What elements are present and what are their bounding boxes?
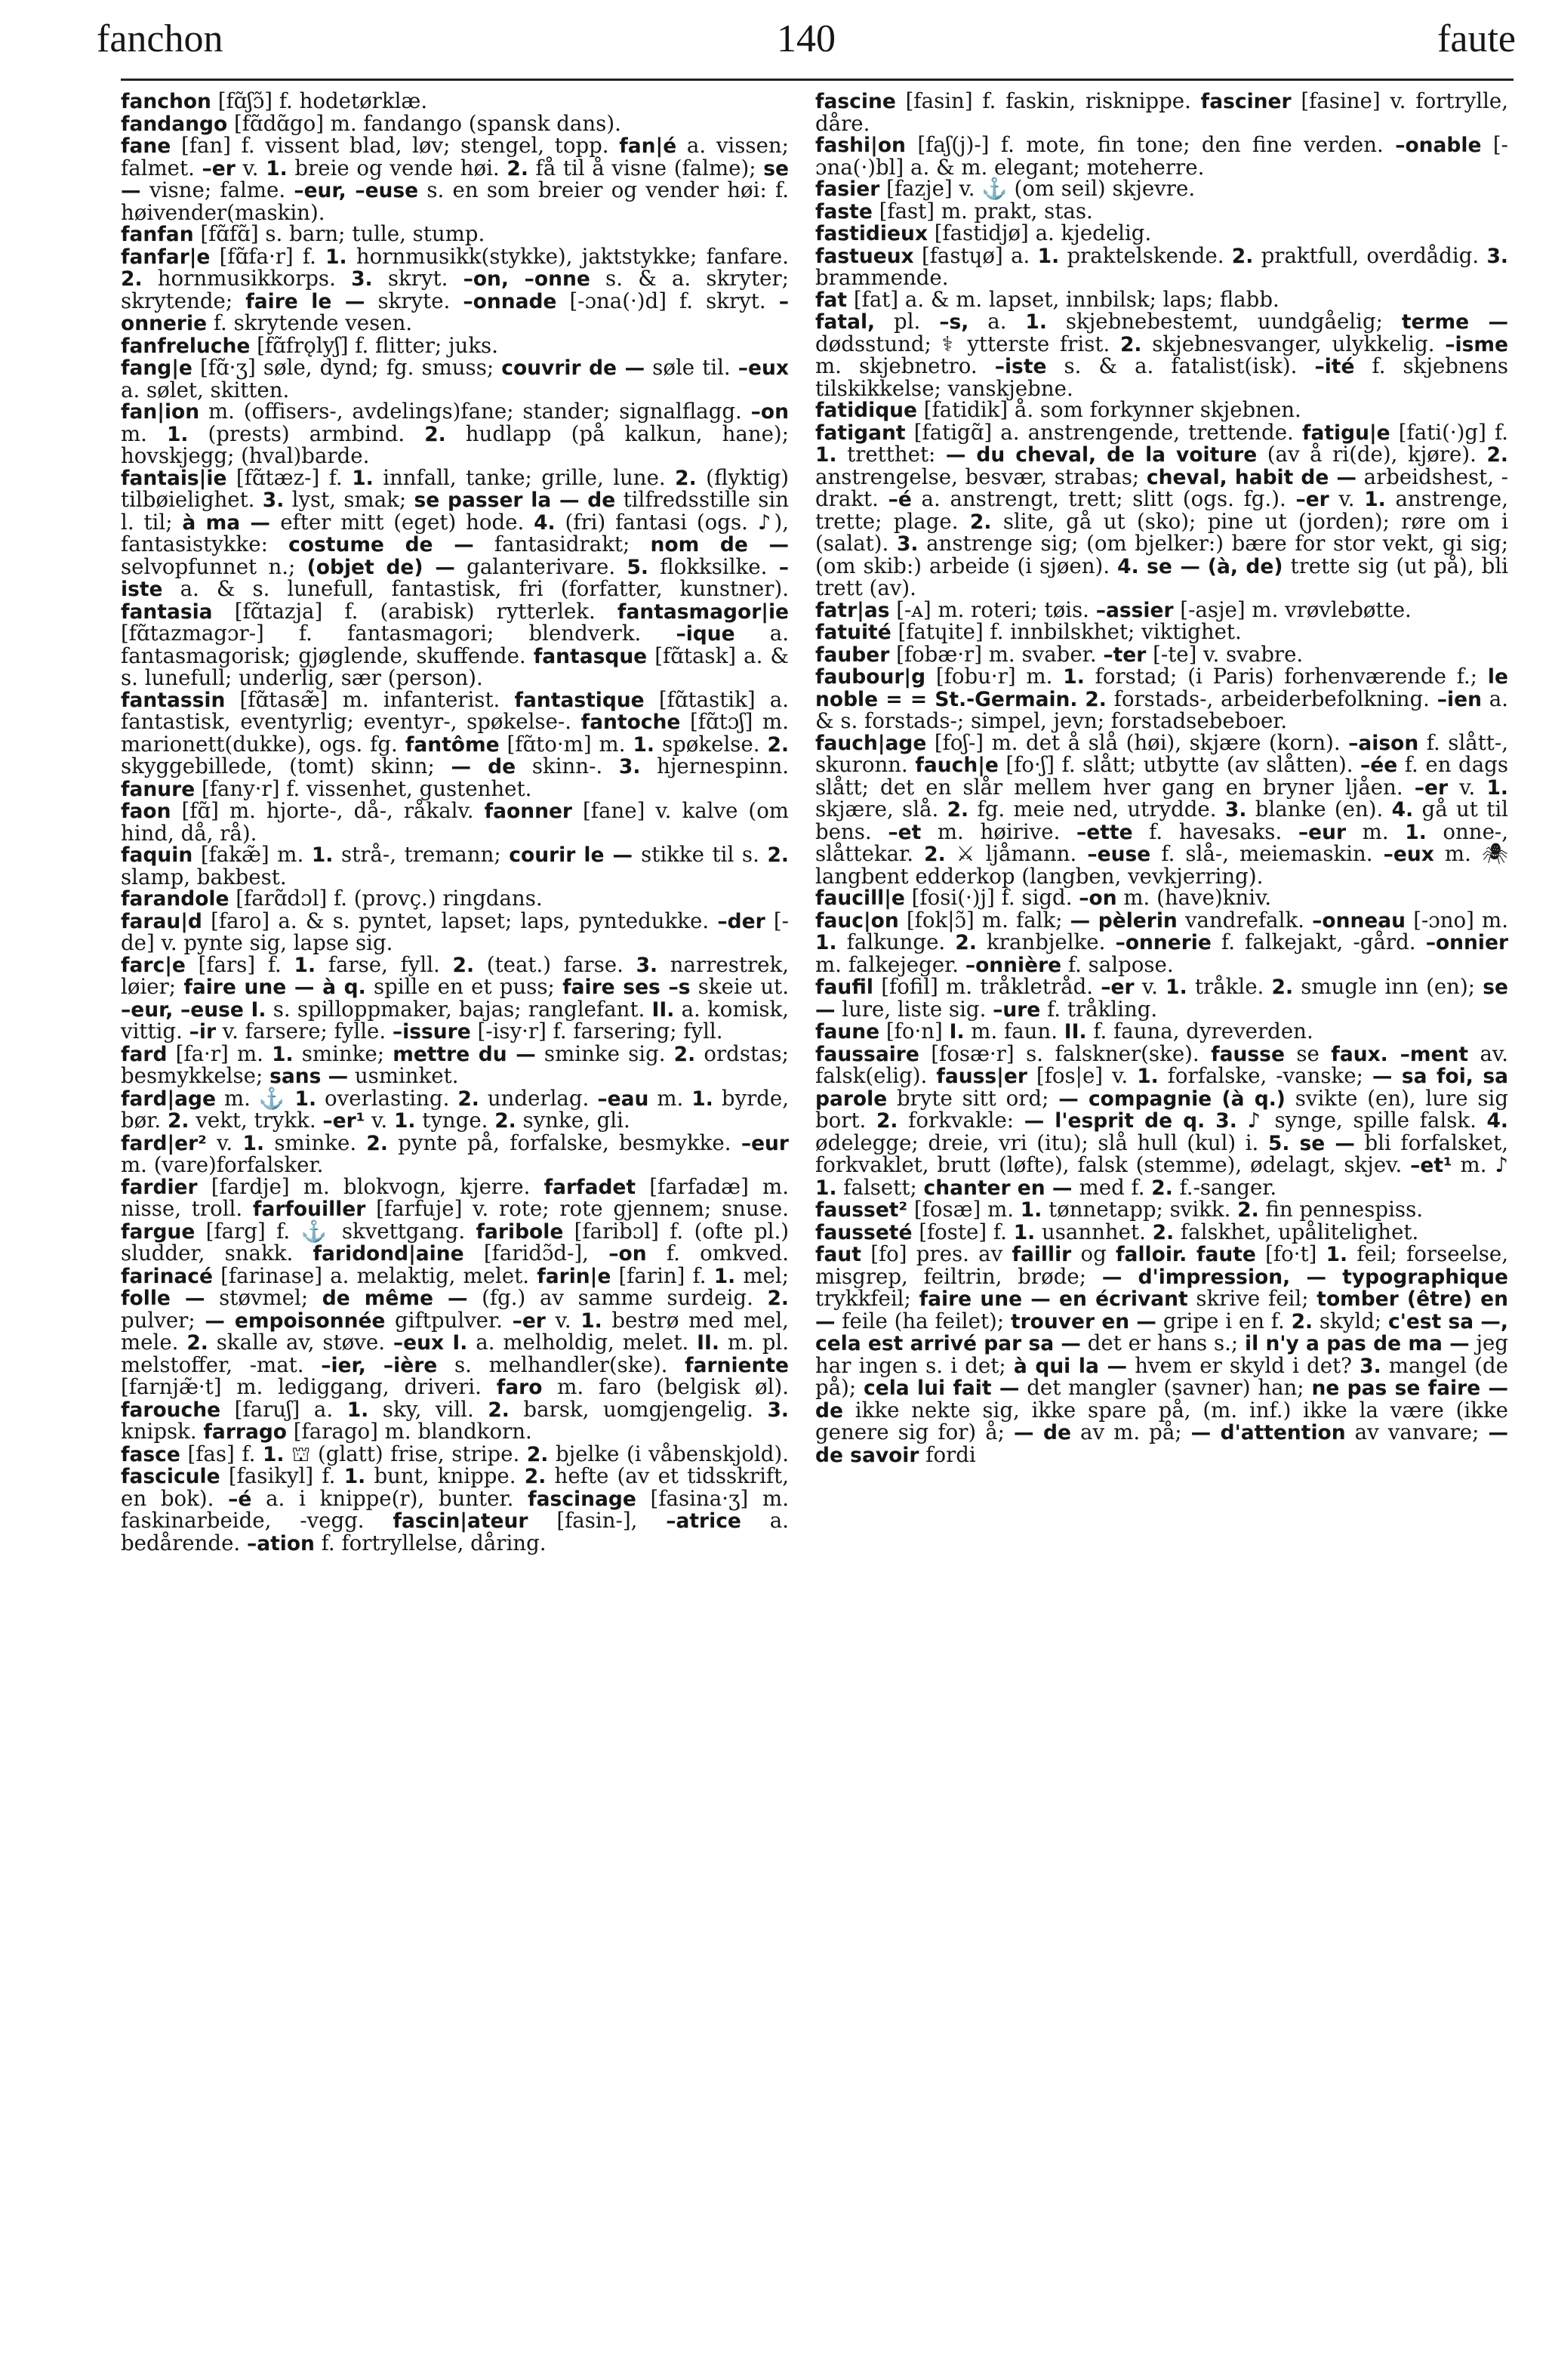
dictionary-entry: fan|ion m. (offisers-, avdelings)fane; stander; signalflagg. –on m. 1. (prests) armbind. 2. hudlapp (på kalkun, hane); hovskjegg; (hval)barde. [121, 399, 789, 468]
right-guide-word: faute [1437, 17, 1516, 60]
dictionary-entry: fardier [fardje] m. blokvogn, kjerre. farfadet [farfadæ] m. nisse, troll. farfouiller [farfuje] v. rote; rote gjennem; snuse. fargue [farg] f. ⚓ skvettgang. faribole [faribɔl] f. (ofte pl.) sludder, snakk. faridond|aine [faridɔ̃d-], –on f. omkved. farinacé [farinase] a. melaktig, melet. farin|e [farin] f. 1. mel; folle — støvmel; de même — (fg.) av samme surdeig. 2. pulver; — empoisonnée giftpulver. –er v. 1. bestrø med mel, mele. 2. skalle av, støve. –eux I. a. melholdig, melet. II. m. pl. melstoffer, -mat. –ier, –ière s. melhandler(ske). farniente [farnjæ̃·t] m. lediggang, driveri. faro m. faro (belgisk øl). farouche [faruʃ] a. 1. sky, vill. 2. barsk, uomgjengelig. 3. knipsk. farrago [farago] m. blandkorn. [121, 1173, 790, 1444]
dictionary-entry: faune [fo·n] I. m. faun. II. f. fauna, dyreverden. [815, 1019, 1313, 1044]
dictionary-entry: fard|er² v. 1. sminke. 2. pynte på, forfalske, besmykke. –eur m. (vare)forfalsker. [121, 1130, 789, 1177]
dictionary-entry: faufil [fofil] m. tråkletråd. –er v. 1. tråkle. 2. smugle inn (en); se — lure, liste sig. –ure f. tråkling. [815, 974, 1508, 1022]
dictionary-entry: farau|d [faro] a. & s. pyntet, lapset; laps, pyntedukke. –der [-de] v. pynte sig, lapse sig. [121, 908, 789, 955]
dictionary-entry: fatal, pl. –s, a. 1. skjebnebestemt, uundgåelig; terme — dødsstund; ⚕ ytterste frist. 2. skjebnesvanger, ulykkelig. –isme m. skjebnetro. –iste s. & a. fatalist(isk). –ité f. skjebnens tilskikkelse; vanskjebne. [815, 309, 1508, 401]
dictionary-entry: fasier [fazje] v. ⚓ (om seil) skjevre. [815, 176, 1196, 201]
dictionary-entry: faucill|e [fosi(·)j] f. sigd. –on m. (have)kniv. [815, 885, 1272, 910]
dictionary-entry: faquin [fakæ̃] m. 1. strå-, tremann; courir le — stikke til s. 2. slamp, bakbest. [121, 842, 789, 889]
dictionary-entry: fatigant [fatigɑ̃] a. anstrengende, trettende. fatigu|e [fati(·)g] f. 1. tretthet: — du cheval, de la voiture (av å ri(de), kjøre). 2. anstrengelse, besvær, strabas; cheval, habit de — arbeidshest, -drakt. –é a. anstrengt, trett; slitt (ogs. fg.). –er v. 1. anstrenge, trette; plage. 2. slite, gå ut (sko); pine ut (jorden); røre om i (salat). 3. anstrenge sig; (om bjelker:) bære for stor vekt, gi sig; (om skib:) arbeide (i sjøen). 4. se — (à, de) trette sig (ut på), bli trett (av). [815, 419, 1508, 600]
left-guide-word: fanchon [97, 17, 223, 60]
page-header [97, 17, 1516, 69]
dictionary-entry: fauch|age [foʃ-] m. det å slå (høi), skjære (korn). –aison f. slått-, skuronn. fauch|e [fo·ʃ] f. slått; utbytte (av slåtten). –ée f. en dags slått; det en slår mellem hver gang en bryner ljåen. –er v. 1. skjære, slå. 2. fg. meie ned, utrydde. 3. blanke (en). 4. gå ut til bens. –et m. høirive. –ette f. havesaks. –eur m. 1. onne-, slåttekar. 2. ⚔ ljåmann. –euse f. slå-, meiemaskin. –eux m. 🕷 langbent edderkop (langben, vevkjerring). [815, 729, 1509, 889]
dictionary-entry: fastidieux [fastidjø] a. kjedelig. [815, 220, 1152, 245]
dictionary-entry: fang|e [fɑ̃·ʒ] søle, dynd; fg. smuss; couvrir de — søle til. –eux a. sølet, skitten. [121, 355, 789, 402]
dictionary-entry: fard|age m. ⚓ 1. overlasting. 2. underlag. –eau m. 1. byrde, bør. 2. vekt, trykk. –er¹ v. 1. tynge. 2. synke, gli. [121, 1085, 790, 1133]
header-rule [121, 79, 1514, 81]
dictionary-entry: fausset² [fosæ] m. 1. tønnetapp; svikk. 2. fin pennespiss. [815, 1197, 1423, 1222]
dictionary-entry: farc|e [fars] f. 1. farse, fyll. 2. (teat.) farse. 3. narrestrek, løier; faire une — à q. spille en et puss; faire ses –s skeie ut. –eur, –euse I. s. spilloppmaker, bajas; ranglefant. II. a. komisk, vittig. –ir v. farsere; fylle. –issure [-isy·r] f. farsering; fyll. [121, 951, 790, 1044]
dictionary-entry: fatuité [fatɥite] f. innbilskhet; viktighet. [815, 619, 1242, 644]
right-column [815, 88, 1509, 1467]
dictionary-entry: fanchon [fɑ̃ʃɔ̃] f. hodetørklæ. [121, 88, 428, 113]
dictionary-entry: fard [fa·r] m. 1. sminke; mettre du — sminke sig. 2. ordstas; besmykkelse; sans — usminket. [121, 1040, 789, 1088]
dictionary-entry: faubour|g [fobu·r] m. 1. forstad; (i Paris) forhenværende f.; le noble = = St.-Germain. 2. forstads-, arbeiderbefolkning. –ien a. & s. forstads-; simpel, jevn; forstadsebeboer. [815, 664, 1509, 733]
dictionary-entry: faut [fo] pres. av faillir og falloir. faute [fo·t] 1. feil; forseelse, misgrep, feiltrin, brøde; — d'impression, — typographique trykkfeil; faire une — en écrivant skrive feil; tomber (être) en — feile (ha feilet); trouver en — gripe i en f. 2. skyld; c'est sa —, cela est arrivé par sa — det er hans s.; il n'y a pas de ma — jeg har ingen s. i det; à qui la — hvem er skyld i det? 3. mangel (de på); cela lui fait — det mangler (savner) han; ne pas se faire — de ikke nekte sig, ikke spare på, (m. inf.) ikke la være (ikke genere sig for) å; — de av m. på; — d'attention av vanvare; — de savoir fordi [815, 1241, 1509, 1467]
dictionary-entry: fauber [fobæ·r] m. svaber. –ter [-te] v. svabre. [815, 641, 1304, 667]
dictionary-entry: fandango [fɑ̃dɑ̃go] m. fandango (spansk dans). [121, 110, 621, 136]
dictionary-entry: fasce [fas] f. 1. ⛫ (glatt) frise, stripe. 2. bjelke (i våbenskjold). fascicule [fasikyl] f. 1. bunt, knippe. 2. hefte (av et tidsskrift, en bok). –é a. i knippe(r), bunter. fascinage [fasina·ʒ] m. faskinarbeide, -vegg. fascin|ateur [fasin-], –atrice a. bedårende. –ation f. fortryllelse, dåring. [121, 1441, 789, 1555]
dictionary-entry: fatidique [fatidik] å. som forkynner skjebnen. [815, 397, 1301, 422]
dictionary-entry: fantais|ie [fɑ̃tæz-] f. 1. innfall, tanke; grille, lune. 2. (flyktig) tilbøielighet. 3. lyst, smak; se passer la — de tilfredsstille sin l. til; à ma — efter mitt (eget) hode. 4. (fri) fantasi (ogs. ♪), fantasistykke: costume de — fantasidrakt; nom de — selvopfunnet n.; (objet de) — galanterivare. 5. flokksilke. –iste a. & s. lunefull, fantastisk, fri (forfatter, kunstner). fantasia [fɑ̃tazja] f. (arabisk) rytterlek. fantasmagor|ie [fɑ̃tazmagɔr-] f. fantasmagori; blendverk. –ique a. fantasmagorisk; gjøglende, skuffende. fantasque [fɑ̃task] a. & s. lunefull; underlig, sær (person). [121, 464, 790, 690]
dictionary-entry: fatr|as [-ᴀ] m. roteri; tøis. –assier [-asje] m. vrøvlebøtte. [815, 597, 1412, 622]
dictionary-entry: fashi|on [faʃ(j)-] f. mote, fin tone; den fine verden. –onable [-ɔna(·)bl] a. & m. elegant; moteherre. [815, 132, 1508, 180]
dictionary-entry: fauc|on [fok|ɔ̃] m. falk; — pèlerin vandrefalk. –onneau [-ɔno] m. 1. falkunge. 2. kranbjelke. –onnerie f. falkejakt, -gård. –onnier m. falkejeger. –onnière f. salpose. [815, 907, 1509, 977]
dictionary-entry: farandole [farɑ̃dɔl] f. (provç.) ringdans. [121, 886, 543, 911]
left-column [121, 88, 790, 1555]
dictionary-entry: fantassin [fɑ̃tasæ̃] m. infanterist. fantastique [fɑ̃tastik] a. fantastisk, eventyrlig; eventyr-, spøkelse-. fantoche [fɑ̃tɔʃ] m. marionett(dukke), ogs. fg. fantôme [fɑ̃to·m] m. 1. spøkelse. 2. skyggebillede, (tomt) skinn; — de skinn-. 3. hjernespinn. fanure [fany·r] f. vissenhet, gustenhet. [121, 686, 790, 801]
dictionary-entry: fausseté [foste] f. 1. usannhet. 2. falskhet, upålitelighet. [815, 1219, 1419, 1244]
dictionary-entry: fastueux [fastɥø] a. 1. praktelskende. 2. praktfull, overdådig. 3. brammende. [815, 242, 1508, 290]
dictionary-entry: faussaire [fosæ·r] s. falskner(ske). fausse se faux. –ment av. falsk(elig). fauss|er [fos|e] v. 1. forfalske, -vanske; — sa foi, sa parole bryte sitt ord; — compagnie (à q.) svikte (en), lure sig bort. 2. forkvakle: — l'esprit de q. 3. ♪ synge, spille falsk. 4. ødelegge; dreie, vri (itu); slå hull (kul) i. 5. se — bli forfalsket, forkvaklet, brutt (løfte), falsk (stemme), ødelagt, skjev. –et¹ m. ♪ 1. falsett; chanter en — med f. 2. f.-sanger. [815, 1040, 1509, 1200]
dictionary-entry: fat [fat] a. & m. lapset, innbilsk; laps; flabb. [815, 286, 1279, 312]
dictionary-entry: faste [fast] m. prakt, stas. [815, 198, 1093, 224]
dictionary-entry: fascine [fasin] f. faskin, risknippe. fasciner [fasine] v. fortrylle, dåre. [815, 88, 1508, 136]
dictionary-entry: faon [fɑ̃] m. hjorte-, då-, råkalv. faonner [fane] v. kalve (om hind, då, rå). [121, 798, 789, 846]
page-number: 140 [777, 17, 836, 60]
dictionary-entry: fanfan [fɑ̃fɑ̃] s. barn; tulle, stump. [121, 221, 485, 246]
dictionary-entry: fanfar|e [fɑ̃fa·r] f. 1. hornmusikk(stykke), jaktstykke; fanfare. 2. hornmusikkorps. 3. skryt. –on, –onne s. & a. skryter; skrytende; faire le — skryte. –onnade [-ɔna(·)d] f. skryt. –onnerie f. skrytende vesen. [121, 243, 789, 335]
dictionary-entry: fane [fan] f. vissent blad, løv; stengel, topp. fan|é a. vissen; falmet. –er v. 1. breie og vende høi. 2. få til å visne (falme); se — visne; falme. –eur, –euse s. en som breier og vender høi: f. høivender(maskin). [121, 133, 789, 225]
dictionary-entry: fanfreluche [fɑ̃frǫlyʃ] f. flitter; juks. [121, 332, 498, 358]
